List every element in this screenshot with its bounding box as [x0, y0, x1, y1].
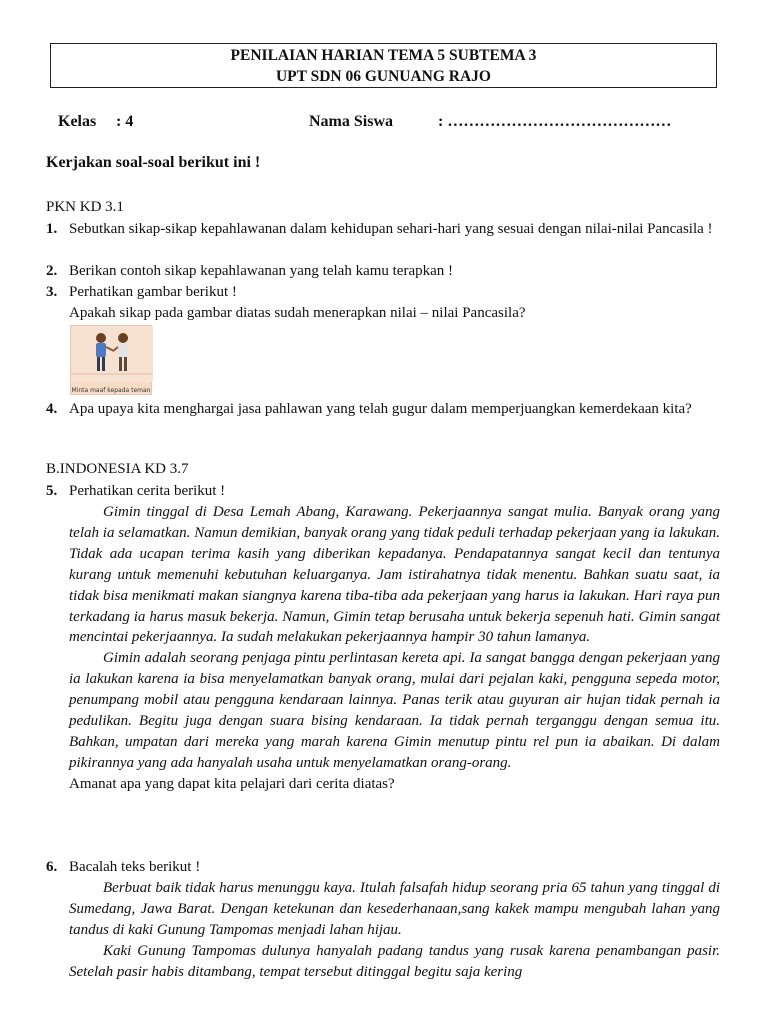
title-box [50, 43, 717, 88]
question-intro: Perhatikan cerita berikut ! [69, 483, 226, 499]
question-number: 1. [46, 221, 58, 237]
question-2 [46, 261, 720, 282]
text-paragraph-1: Berbuat baik tidak harus menunggu kaya. Itulah falsafah hidup seorang pria 65 tahun yang tinggal di Sumedang, Jawa Barat. Dengan ketekunan dan kesederhanaan,sang kakek mampu mengubah lahan yang tandus di kaki Gunung Tampomas menjadi lahan hijau. [69, 880, 720, 938]
section-pkn: PKN KD 3.1 [46, 199, 124, 215]
question-4 [46, 399, 720, 420]
question-line: Apakah sikap pada gambar diatas sudah menerapkan nilai – nilai Pancasila? [69, 305, 526, 321]
nama-label: Nama Siswa [309, 113, 394, 130]
question-text: Berikan contoh sikap kepahlawanan yang telah kamu terapkan ! [69, 263, 454, 279]
kelas-label: Kelas [58, 113, 97, 130]
kelas-value: : 4 [116, 113, 134, 130]
instruction: Kerjakan soal-soal berikut ini ! [46, 154, 261, 171]
question-text: Amanat apa yang dapat kita pelajari dari cerita diatas? [69, 775, 395, 792]
section-bindo: B.INDONESIA KD 3.7 [46, 461, 189, 477]
text-paragraph-2: Kaki Gunung Tampomas dulunya hanyalah padang tandus yang rusak karena penambangan pasir. Setelah pasir habis ditambang, tempat tersebut ditinggal begitu saja kering [69, 942, 720, 980]
question-intro: Bacalah teks berikut ! [69, 859, 201, 875]
title-line-1: PENILAIAN HARIAN TEMA 5 SUBTEMA 3 [230, 47, 537, 64]
image-caption: Minta maaf kepada teman [71, 387, 151, 394]
question-6 [46, 857, 720, 983]
question-text: Apa upaya kita menghargai jasa pahlawan yang telah gugur dalam memperjuangkan kemerdekaan kita? [69, 401, 692, 417]
story-paragraph-1: Gimin tinggal di Desa Lemah Abang, Karawang. Pekerjaannya sangat mulia. Banyak orang yang telah ia selamatkan. Namun demikian, banyak orang yang tidak peduli terhadap pekerjaan yang ia lakukan. Tidak ada ucapan terima kasih yang diberikan kepadanya. Pendapatannya sangat kecil dan tentunya kurang untuk memenuhi kebutuhan keluarganya. Jam istirahatnya tidak menentu. Bahkan suatu saat, ia tidak bisa menikmati makan siangnya karena tiba-tiba ada pekerjaan yang harus ia lakukan. Hari raya pun terkadang ia harus masuk bekerja. Namun, Gimin tetap berusaha untuk bekerja sepenuh hati. Gimin sangat mencintai pekerjaannya. Ia sudah melakukan pekerjaannya hampir 30 tahun lamanya. [69, 504, 720, 646]
children-apologizing-icon [71, 326, 153, 382]
question-text: Sebutkan sikap-sikap kepahlawanan dalam kehidupan sehari-hari yang sesuai dengan nilai-nilai Pancasila ! [69, 221, 713, 237]
question-line: Perhatikan gambar berikut ! [69, 284, 237, 300]
question-number: 5. [46, 483, 58, 499]
question-number: 6. [46, 859, 58, 875]
question-number: 2. [46, 263, 58, 279]
title-line-2: UPT SDN 06 GUNUANG RAJO [275, 68, 491, 85]
story-paragraph-2: Gimin adalah seorang penjaga pintu perlintasan kereta api. Ia sangat bangga dengan pekerjaan yang ia lakukan karena ia bisa menyelamatkan banyak orang, mulai dari pejalan kaki, pengguna sepeda motor, penumpang mobil atau pengguna kendaraan lainnya. Panas terik atau guyuran air hujan tidak pernah ia pedulikan. Begitu juga dengan suara bising kendaraan. Ia tidak pernah terganggu dengan semua itu. Bahkan, umpatan dari mereka yang marah karena Gimin menutup pintu rel pun ia abaikan. Di dalam pikirannya yang ada hanyalah usaha untuk menyelamatkan orang-orang. [69, 650, 720, 771]
question-number: 3. [46, 284, 58, 300]
nama-value: : …………………………………… [438, 113, 672, 130]
question-5 [46, 481, 720, 795]
question-1 [46, 219, 720, 240]
question-3 [46, 282, 720, 324]
illustration-children [70, 325, 152, 395]
question-number: 4. [46, 401, 58, 417]
